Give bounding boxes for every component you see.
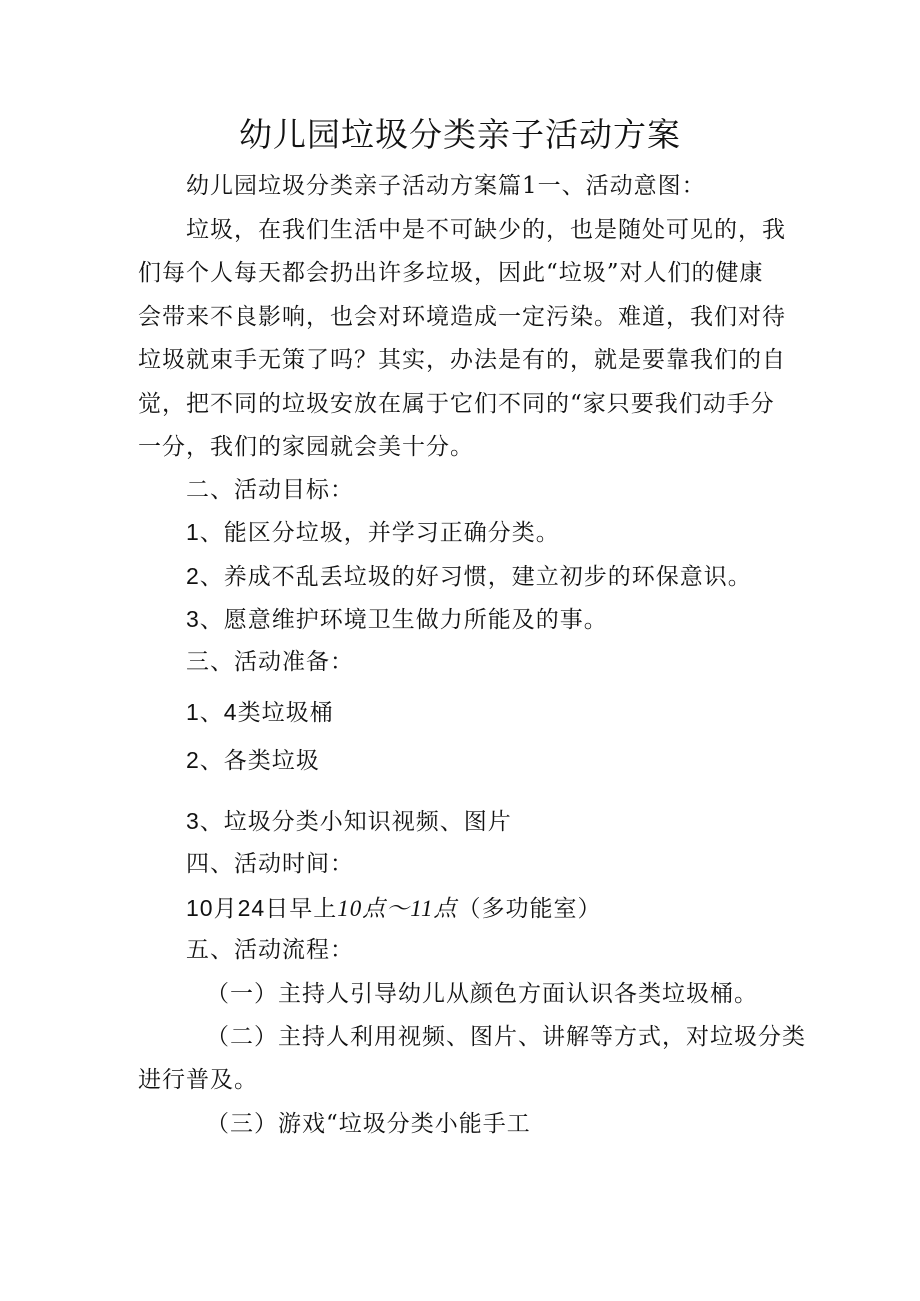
- time-range: 10点～11点: [337, 896, 458, 921]
- prep-item: [186, 805, 512, 838]
- intro-line: 垃圾就束手无策了吗？其实，办法是有的，就是要靠我们的自: [138, 347, 786, 374]
- time-heading: 四、活动时间：: [186, 851, 354, 877]
- goal-item: [186, 560, 752, 593]
- intro-line: 垃圾，在我们生活中是不可缺少的，也是随处可见的，我: [186, 217, 786, 243]
- intro-line: 会带来不良影响，也会对环境造成一定污染。难道，我们对待: [138, 303, 786, 330]
- location: （多功能室）: [457, 896, 602, 922]
- prep-text: 、: [199, 700, 224, 726]
- intro-line: 们每个人每天都会扔出许多垃圾，因此“垃圾”对人们的健康: [138, 260, 764, 287]
- goal-text: 、愿意维护环境卫生做力所能及的事。: [199, 607, 608, 633]
- document-title: 幼儿园垃圾分类亲子活动方案: [239, 115, 681, 154]
- process-step: （一）主持人引导幼儿从颜色方面认识各类垃圾桶。: [206, 981, 758, 1007]
- goal-item: [186, 603, 608, 636]
- goal-number: 1: [186, 519, 200, 545]
- prep-number: 1: [186, 699, 200, 725]
- goal-number: 2: [186, 563, 200, 589]
- activity-time: [186, 892, 601, 925]
- date-day-label: 日早上: [265, 896, 338, 922]
- prep-number: 2: [186, 747, 200, 773]
- prep-item: [186, 696, 334, 729]
- prep-text-rest: 类垃圾桶: [237, 700, 334, 726]
- process-heading: 五、活动流程：: [186, 937, 354, 963]
- goal-text: 、能区分垃圾，并学习正确分类。: [199, 520, 560, 546]
- intro-line: 一分，我们的家园就会美十分。: [138, 434, 474, 461]
- intro-paragraph: [138, 209, 786, 469]
- prep-count: 4: [223, 699, 238, 725]
- goal-item: [186, 516, 560, 549]
- intro-heading: 幼儿园垃圾分类亲子活动方案篇1一、活动意图：: [186, 173, 706, 199]
- date-day-number: 24: [237, 895, 266, 921]
- goals-heading: 二、活动目标：: [186, 477, 354, 503]
- process-step: （二）主持人利用视频、图片、讲解等方式，对垃圾分类: [206, 1024, 806, 1050]
- prep-text: 、垃圾分类小知识视频、图片: [199, 809, 512, 835]
- goal-number: 3: [186, 606, 200, 632]
- goal-text: 、养成不乱丢垃圾的好习惯，建立初步的环保意识。: [199, 564, 752, 590]
- intro-line: 觉，把不同的垃圾安放在属于它们不同的“家只要我们动手分: [138, 390, 775, 417]
- prep-heading: 三、活动准备：: [186, 649, 354, 675]
- prep-text: 、各类垃圾: [199, 748, 320, 774]
- date-month-number: 10: [186, 895, 214, 921]
- prep-item: [186, 744, 320, 777]
- process-step-continuation: 进行普及。: [138, 1067, 258, 1093]
- date-month-label: 月: [213, 896, 238, 922]
- prep-number: 3: [186, 808, 200, 834]
- process-step: （三）游戏“垃圾分类小能手工: [206, 1111, 531, 1137]
